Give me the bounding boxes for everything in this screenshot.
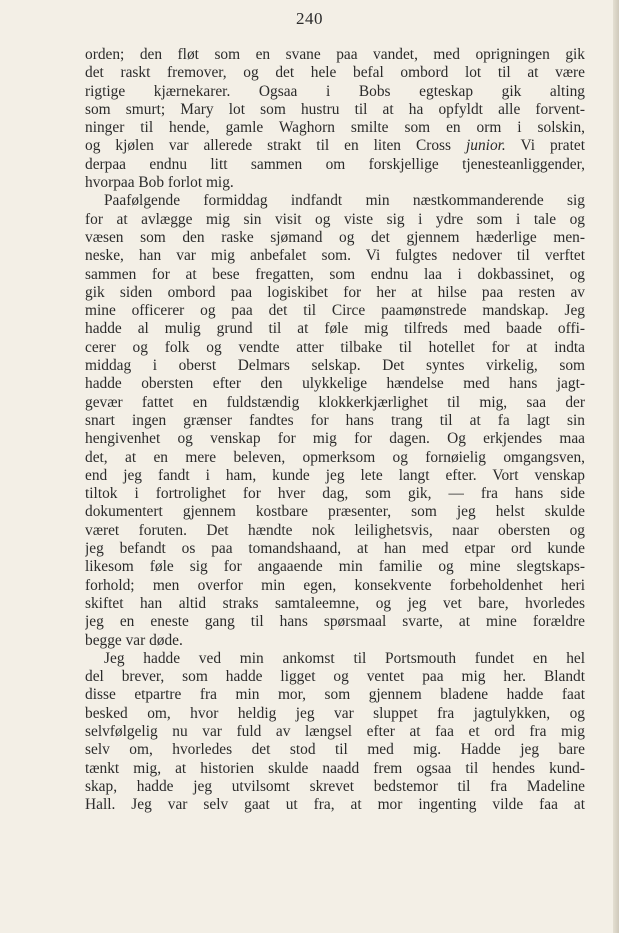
text-line: snart ingen grænser fandtes for hans trang til at fa lagt sin bbox=[85, 411, 585, 429]
text-line: forhold; men overfor min egen, konsekvente forbeholdenhet heri bbox=[85, 576, 585, 594]
text-line: Hall. Jeg var selv gaat ut fra, at mor ingenting vilde faa at bbox=[85, 796, 585, 814]
text-line: selvfølgelig nu var fuld av længsel efter at faa et ord fra mig bbox=[85, 722, 585, 740]
text-line: middag i oberst Delmars selskap. Det syntes virkelig, som bbox=[85, 357, 585, 375]
text-line: hengivenhet og venskap for mig for dagen. Og erkjendes maa bbox=[85, 430, 585, 448]
text-line: sammen for at bese fregatten, som endnu laa i dokbassinet, og bbox=[85, 265, 585, 283]
text-line: besked om, hvor heldig jeg var sluppet fra jagtulykken, og bbox=[85, 704, 585, 722]
text-line: gevær fattet en fuldstændig klokkerkjærlighet til mig, saa der bbox=[85, 393, 585, 411]
text-line: tiltok i fortrolighet for hver dag, som gik, — fra hans side bbox=[85, 485, 585, 503]
text-line: det raskt fremover, og det hele befal ombord lot til at være bbox=[85, 64, 585, 82]
text-line: begge var døde. bbox=[85, 631, 183, 649]
text-line: Jeg hadde ved min ankomst til Portsmouth fundet en hel bbox=[104, 649, 585, 667]
text-line: cerer og folk og vendte atter tilbake til hotellet for at indta bbox=[85, 338, 585, 356]
text-line: tænkt mig, at historien skulde naadd frem ogsaa til hendes kund- bbox=[85, 759, 585, 777]
text-line: rigtige kjærnekarer. Ogsaa i Bobs egteskap gik alting bbox=[85, 82, 585, 100]
text-line: dokumentert gjennem kostbare præsenter, som jeg helst skulde bbox=[85, 503, 585, 521]
text-line: skap, hadde jeg utvilsomt skrevet bedstemor til fra Madeline bbox=[85, 777, 585, 795]
italic-word: junior. bbox=[466, 137, 506, 155]
text-line: ninger til hende, gamle Waghorn smilte som en orm i solskin, bbox=[85, 119, 585, 137]
page-edge-shadow bbox=[613, 0, 619, 933]
text-line: væsen som den raske sjømand og det gjennem hæderlige men- bbox=[85, 228, 585, 246]
text-line: del brever, som hadde ligget og ventet paa mig her. Blandt bbox=[85, 668, 585, 686]
text-line: hadde al mulig grund til at føle mig tilfreds med baade offi- bbox=[85, 320, 585, 338]
text-body bbox=[85, 46, 585, 814]
text-line: været foruten. Det hændte nok leilighetsvis, naar obersten og bbox=[85, 521, 585, 539]
text-line: orden; den fløt som en svane paa vandet, med oprigningen gik bbox=[85, 46, 585, 63]
text-line: Paafølgende formiddag indfandt min næstkommanderende sig bbox=[104, 192, 585, 210]
text-line: for at avlægge mig sin visit og viste sig i ydre som i tale og bbox=[85, 210, 585, 228]
text-line bbox=[85, 137, 585, 155]
text-line: hadde obersten efter den ulykkelige hændelse med hans jagt- bbox=[85, 375, 585, 393]
text-line: som smurt; Mary lot som hustru til at ha opfyldt alle forvent- bbox=[85, 100, 585, 118]
text-line: likesom føle sig for angaaende min familie og mine slegtskaps- bbox=[85, 558, 585, 576]
text-line: hvorpaa Bob forlot mig. bbox=[85, 174, 234, 192]
text-line: disse etpartre fra min mor, som gjennem bladene hadde faat bbox=[85, 686, 585, 704]
text-line: end jeg fandt i ham, kunde jeg lete langt efter. Vort venskap bbox=[85, 466, 585, 484]
text-line: jeg en eneste gang til hans spørsmaal svarte, at mine forældre bbox=[85, 613, 585, 631]
text-line: gik siden ombord paa logiskibet for her at hilse paa resten av bbox=[85, 283, 585, 301]
text-line: selv om, hvorledes det stod til med mig. Hadde jeg bare bbox=[85, 741, 585, 759]
text-line-part: og kjølen var allerede strakt til en liten Cross bbox=[85, 137, 452, 155]
text-line: neske, han var mig anbefalet som. Vi fulgtes nedover til verftet bbox=[85, 247, 585, 265]
text-line: mine officerer og paa det til Circe paamønstrede mandskap. Jeg bbox=[85, 302, 585, 320]
text-line: jeg befandt os paa tomandshaand, at han med etpar ord kunde bbox=[85, 540, 585, 558]
text-line: derpaa endnu litt sammen om forskjellige tjenesteanliggender, bbox=[85, 155, 585, 173]
text-line-part: Vi pratet bbox=[505, 137, 585, 155]
page-number: 240 bbox=[296, 9, 323, 28]
text-line: det, at en mere beleven, opmerksom og fornøielig omgangsven, bbox=[85, 448, 585, 466]
text-line: skiftet han altid straks samtaleemne, og jeg vet bare, hvorledes bbox=[85, 594, 585, 612]
